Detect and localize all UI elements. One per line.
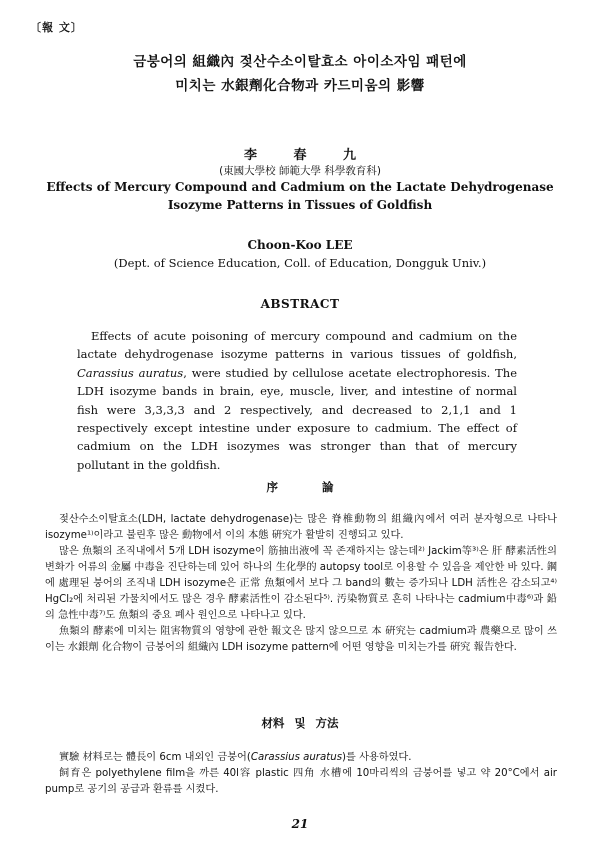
english-title-line-2: Isozyme Patterns in Tissues of Goldfish [167, 198, 433, 212]
korean-affiliation: (東國大學校 師範大學 科學敎育科) [219, 165, 381, 177]
intro-heading: 序 論 [266, 480, 334, 494]
abstract-text [77, 327, 517, 474]
english-title-line-1: Effects of Mercury Compound and Cadmium on the Lactate Dehydrogenase [46, 180, 554, 194]
methods-heading: 材料 및 方法 [261, 716, 339, 730]
intro-body [45, 512, 557, 656]
methods-paragraph-2: 飼育은 polyethylene film을 까른 40l容 plastic 四角 水槽에 10마리씩의 금붕어를 넣고 약 20°C에서 air pump로 공기의 공급과 환류를 시켰다. [45, 768, 557, 795]
methods-paragraph-1: 實驗 材料로는 體長이 6cm 내외인 금붕어(Carassius auratus)를 사용하였다. [59, 752, 412, 763]
intro-paragraph-1: 젖산수소이탈효소(LDH, lactate dehydrogenase)는 많은 脊椎動物의 組織內에서 여러 분자형으로 나타나 isozyme¹⁾이라고 불린후 많은 動物에서 이의 本態 硏究가 활발히 진행되고 있다. [45, 514, 557, 541]
abstract-species-name: Carassius auratus [77, 365, 184, 380]
abstract-heading: ABSTRACT [260, 297, 340, 311]
english-author-name: Choon-Koo LEE [247, 238, 353, 252]
page-number: 21 [291, 817, 309, 831]
article-type-tag: 〔報 文〕 [30, 21, 83, 34]
abstract-part-2: , were studied by cellulose acetate electrophoresis. The LDH isozyme bands in brain, eye, muscle, liver, and intestine of normal fish were 3,3,3,3 and 2 respectively, and decreased to 2,1,1 and 1 respectively except intestine under exposure to cadmium. The effect of cadmium on the LDH isozymes was stronger than that of mercury pollutant in the goldfish. [77, 365, 517, 472]
korean-title-line-2: 미치는 水銀劑化合物과 카드미움의 影響 [175, 78, 425, 94]
methods-body [45, 750, 557, 798]
intro-paragraph-3: 魚類의 酵素에 미치는 阻害物質의 영향에 관한 報文은 많지 않으므로 本 硏究는 cadmium과 農藥으로 많이 쓰이는 水銀劑 化合物이 금붕어의 組織內 LDH isozyme pattern에 어떤 영향을 미치는가를 硏究 報告한다. [45, 626, 557, 653]
korean-author-name: 李 春 九 [243, 148, 357, 163]
abstract-part-1: Effects of acute poisoning of mercury compound and cadmium on the lactate dehydrogenase isozyme patterns in various tissues of goldfish, [77, 329, 517, 362]
english-affiliation: (Dept. of Science Education, Coll. of Education, Dongguk Univ.) [113, 256, 487, 270]
intro-paragraph-2: 많은 魚類의 조직내에서 5개 LDH isozyme이 筋抽出液에 꼭 존재하지는 않는데²⁾ Jackim等³⁾은 肝 酵素活性의 변화가 어류의 金屬 中毒을 진단하는데 있어 하나의 生化學的 autopsy tool로 이용할 수 있음을 제안한 바 있다. 鋼에 處理된 붕어의 조직내 LDH isozyme은 正常 魚類에서 보다 그 band의 數는 증가되나 LDH 活性은 감소되고⁴⁾ HgCl₂에 처리된 가물치에서도 많은 경우 酵素活性이 감소된다⁵⁾. 汚染物質로 흔히 나타나는 cadmium中毒⁶⁾과 鉛의 急性中毒⁷⁾도 魚類의 중요 폐사 원인으로 나타나고 있다. [45, 546, 557, 621]
methods-species-name: Carassius auratus [250, 752, 343, 763]
korean-title-line-1: 금붕어의 組織內 젖산수소이탈효소 아이소자임 패턴에 [133, 54, 467, 70]
